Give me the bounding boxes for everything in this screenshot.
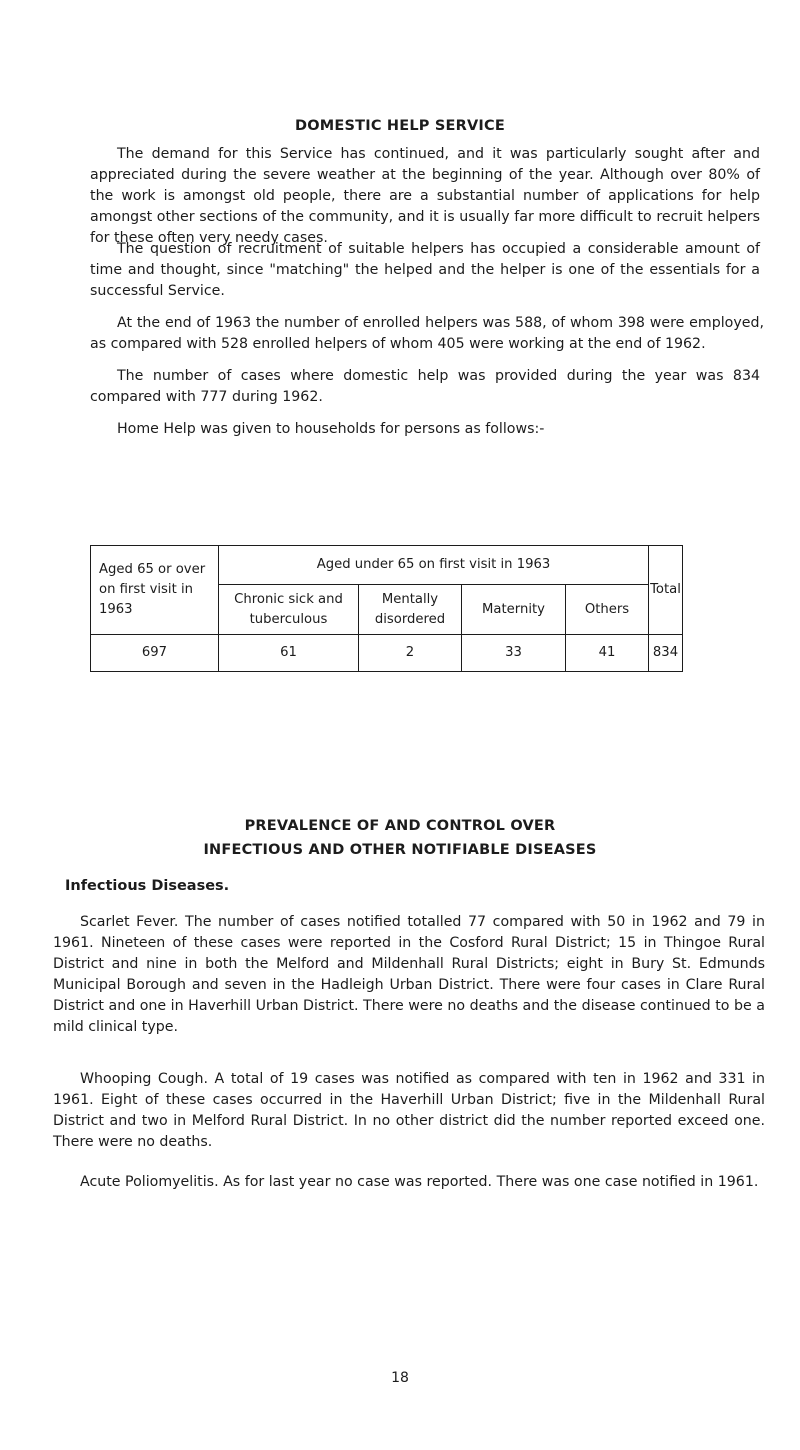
home-help-table [90,545,683,672]
paragraph-demand-text: The demand for this Service has continued, and it was particularly sought after and appreciated during the severe weather at the beginning of the year. Although over 80% of the work is amongst old people, there are a substantial number of applications for help amongst other sections of the community, and it is usually far more difficult to recruit helpers for these often very needy cases. [90,146,760,246]
header-mentally-disordered: Mentally disordered [359,585,462,635]
header-aged-65-over: Aged 65 or over on first visit in 1963 [91,546,219,635]
paragraph-recruitment [90,239,760,302]
section-title-domestic-help: DOMESTIC HELP SERVICE [295,118,505,134]
section-title-prevalence-line2: INFECTIOUS AND OTHER NOTIFIABLE DISEASES [203,842,597,858]
value-chronic-sick: 61 [219,635,359,672]
section-title-prevalence-line1: PREVALENCE OF AND CONTROL OVER [244,818,556,834]
subheading-infectious-diseases: Infectious Diseases. [65,878,230,894]
paragraph-scarlet-fever-text: Scarlet Fever. The number of cases notified totalled 77 compared with 50 in 1962 and 79 in 1961. Nineteen of these cases were reported in the Cosford Rural District; 15 in Thingoe Rural District and nine in both the Melford and Mildenhall Rural Districts; eight in Bury St. Edmunds Municipal Borough and seven in the Hadleigh Urban District. There were four cases in Clare Rural District and one in Haverhill Urban District. There were no deaths and the disease continued to be a mild clinical type. [53,914,765,1035]
table-header-row-1 [91,546,683,585]
value-aged-65-over: 697 [91,635,219,672]
header-others: Others [566,585,649,635]
header-aged-under-65: Aged under 65 on first visit in 1963 [219,546,649,585]
value-mentally-disordered: 2 [359,635,462,672]
paragraph-acute-polio-text: Acute Poliomyelitis. As for last year no case was reported. There was one case notified in 1961. [80,1174,759,1190]
header-chronic-sick: Chronic sick and tuberculous [219,585,359,635]
value-total: 834 [649,635,683,672]
header-total: Total [649,546,683,635]
value-maternity: 33 [462,635,566,672]
paragraph-households-text: Home Help was given to households for persons as follows:- [117,421,545,437]
paragraph-enrolled-helpers-text: At the end of 1963 the number of enrolled helpers was 588, of whom 398 were employed, as compared with 528 enrolled helpers of whom 405 were working at the end of 1962. [90,315,764,352]
paragraph-whooping-cough-text: Whooping Cough. A total of 19 cases was notified as compared with ten in 1962 and 331 in 1961. Eight of these cases occurred in the Haverhill Urban District; five in the Mildenhall Rural District and two in Melford Rural District. In no other district did the number reported exceed one. There were no deaths. [53,1071,765,1150]
paragraph-enrolled-helpers [90,313,764,355]
header-maternity: Maternity [462,585,566,635]
paragraph-whooping-cough [53,1069,765,1153]
value-others: 41 [566,635,649,672]
paragraph-households [90,419,760,440]
table-row [91,635,683,672]
paragraph-cases [90,366,760,408]
paragraph-recruitment-text: The question of recruitment of suitable helpers has occupied a considerable amount of time and thought, since "matching" the helped and the helper is one of the essentials for a successful Service. [90,241,760,299]
paragraph-scarlet-fever [53,912,765,1038]
paragraph-demand [90,144,760,249]
page-number: 18 [391,1370,409,1386]
paragraph-acute-polio [53,1172,765,1193]
paragraph-cases-text: The number of cases where domestic help was provided during the year was 834 compared with 777 during 1962. [90,368,760,405]
